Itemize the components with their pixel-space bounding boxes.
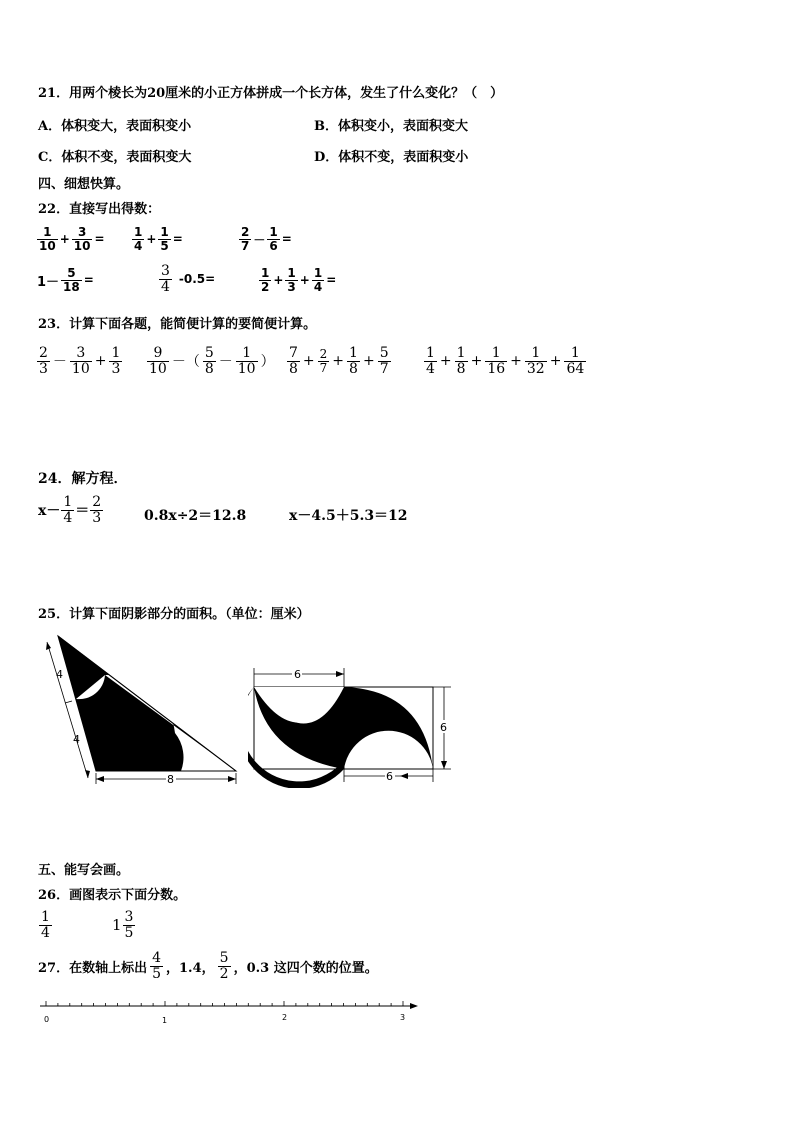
fig1-label-base: 8 <box>167 773 174 786</box>
q25-figure-2 <box>248 660 458 788</box>
fraction: $\frac{1}{16}$ <box>487 345 506 377</box>
q22-expr-1: $\frac{1}{10}$ + $\frac{3}{10}$ = <box>39 225 105 253</box>
q24-equation-2: 0.8x÷2＝12.8 <box>144 508 247 524</box>
fraction: $\frac{3}{10}$ <box>73 225 91 253</box>
fraction: $\frac{2}{3}$ <box>39 345 48 377</box>
q24-stem: 24．解方程． <box>38 471 128 487</box>
q24-equation-1: x－ $\frac{1}{4}$ ＝ $\frac{2}{3}$ <box>38 494 102 526</box>
q26-fraction-2: 1 $\frac{3}{5}$ <box>112 909 134 941</box>
fraction: $\frac{1}{4}$ <box>313 266 323 294</box>
q27-number-line <box>36 996 426 1028</box>
fraction: $\frac{2}{7}$ <box>319 347 328 375</box>
fraction: $\frac{1}{5}$ <box>160 225 169 253</box>
q22-expr-3: $\frac{2}{7}$ － $\frac{1}{6}$ = <box>241 225 292 253</box>
fraction: $\frac{3}{5}$ <box>124 909 134 941</box>
fraction: $\frac{5}{8}$ <box>204 345 214 377</box>
fraction: $\frac{5}{18}$ <box>63 266 80 294</box>
q23-expr-1: $\frac{2}{3}$ － $\frac{3}{10}$ + $\frac{1}{3}$ <box>39 345 121 377</box>
fraction: $\frac{1}{6}$ <box>269 225 278 253</box>
q22-expr-2: $\frac{1}{4}$ + $\frac{1}{5}$ = <box>134 225 183 253</box>
q26-stem: 26．画图表示下面分数。 <box>38 888 187 903</box>
fraction: $\frac{1}{3}$ <box>287 266 296 294</box>
fraction: $\frac{3}{4}$ <box>161 263 170 295</box>
fraction: $\frac{1}{32}$ <box>526 345 545 377</box>
q21-option-d: D．体积不变，表面积变小 <box>314 150 469 165</box>
axis-label-0: 0 <box>44 1015 50 1024</box>
fig2-label-right: 6 <box>440 721 447 734</box>
q23-expr-2: $\frac{9}{10}$ －（ $\frac{5}{8}$ － $\frac{1}{10}$ ） <box>149 345 275 377</box>
q21-option-c: C．体积不变，表面积变大 <box>38 150 192 165</box>
fraction: $\frac{2}{7}$ <box>241 225 250 253</box>
q21-stem: 21．用两个棱长为20厘米的小正方体拼成一个长方体，发生了什么变化？（ ） <box>38 86 504 101</box>
q23-expr-4: $\frac{1}{4}$ + $\frac{1}{8}$ + $\frac{1}{16}$ + $\frac{1}{32}$ + $\frac{1}{64}$ <box>426 345 585 377</box>
fig2-label-top: 6 <box>294 668 301 681</box>
q21-option-b: B．体积变小，表面积变大 <box>314 119 468 134</box>
q22-expr-5: $\frac{3}{4}$ -0.5= <box>161 263 216 295</box>
fraction: $\frac{1}{8}$ <box>456 345 466 377</box>
fig1-label-bottom: 4 <box>73 733 80 746</box>
q27-stem: 27．在数轴上标出 $\frac{4}{5}$ ，1.4， $\frac{5}{2}$ ，0.3 这四个数的位置。 <box>38 950 378 982</box>
fraction: $\frac{1}{10}$ <box>39 225 56 253</box>
fig1-label-top: 4 <box>56 668 63 681</box>
q26-fraction-1 <box>38 910 53 940</box>
section-5-heading: 五、能写会画。 <box>38 863 130 878</box>
q23-expr-3: $\frac{7}{8}$ + $\frac{2}{7}$ + $\frac{1}{8}$ + $\frac{5}{7}$ <box>289 345 389 377</box>
fraction: $\frac{2}{3}$ <box>92 494 102 526</box>
fraction: $\frac{5}{7}$ <box>379 345 389 377</box>
q25-stem: 25．计算下面阴影部分的面积。（单位：厘米） <box>38 607 310 622</box>
axis-label-2: 2 <box>282 1013 288 1022</box>
axis-label-1: 1 <box>162 1016 168 1025</box>
q25-figure-1 <box>30 628 250 788</box>
fraction: $\frac{7}{8}$ <box>289 345 298 377</box>
fraction: $\frac{1}{4}$ <box>134 225 143 253</box>
fraction: $\frac{1}{2}$ <box>261 266 270 294</box>
fraction: $\frac{1}{4}$ <box>426 345 435 377</box>
fraction: $\frac{1}{4}$ <box>41 909 50 941</box>
fraction: $\frac{4}{5}$ <box>152 950 162 982</box>
fraction: $\frac{9}{10}$ <box>149 345 167 377</box>
q21-option-a: A．体积变大，表面积变小 <box>38 119 192 134</box>
axis-label-3: 3 <box>400 1013 406 1022</box>
q24-equation-3: x－4.5＋5.3＝12 <box>289 508 408 524</box>
fraction: $\frac{1}{8}$ <box>349 345 358 377</box>
fraction: $\frac{1}{64}$ <box>566 345 585 377</box>
section-4-heading: 四、细想快算。 <box>38 177 130 192</box>
number-line-arrow <box>410 1003 418 1009</box>
fraction: $\frac{3}{10}$ <box>71 345 90 377</box>
fraction: $\frac{1}{3}$ <box>111 345 121 377</box>
q23-stem: 23．计算下面各题，能简便计算的要简便计算。 <box>38 317 317 332</box>
fig2-label-bottom: 6 <box>386 770 393 783</box>
fraction: $\frac{1}{4}$ <box>63 494 73 526</box>
fraction: $\frac{5}{2}$ <box>219 950 229 982</box>
q22-stem: 22．直接写出得数： <box>38 202 161 217</box>
q22-expr-6: $\frac{1}{2}$ + $\frac{1}{3}$ + $\frac{1}{4}$ = <box>261 266 337 294</box>
fraction: $\frac{1}{10}$ <box>237 345 256 377</box>
q22-expr-4: 1－ $\frac{5}{18}$ = <box>37 266 94 294</box>
